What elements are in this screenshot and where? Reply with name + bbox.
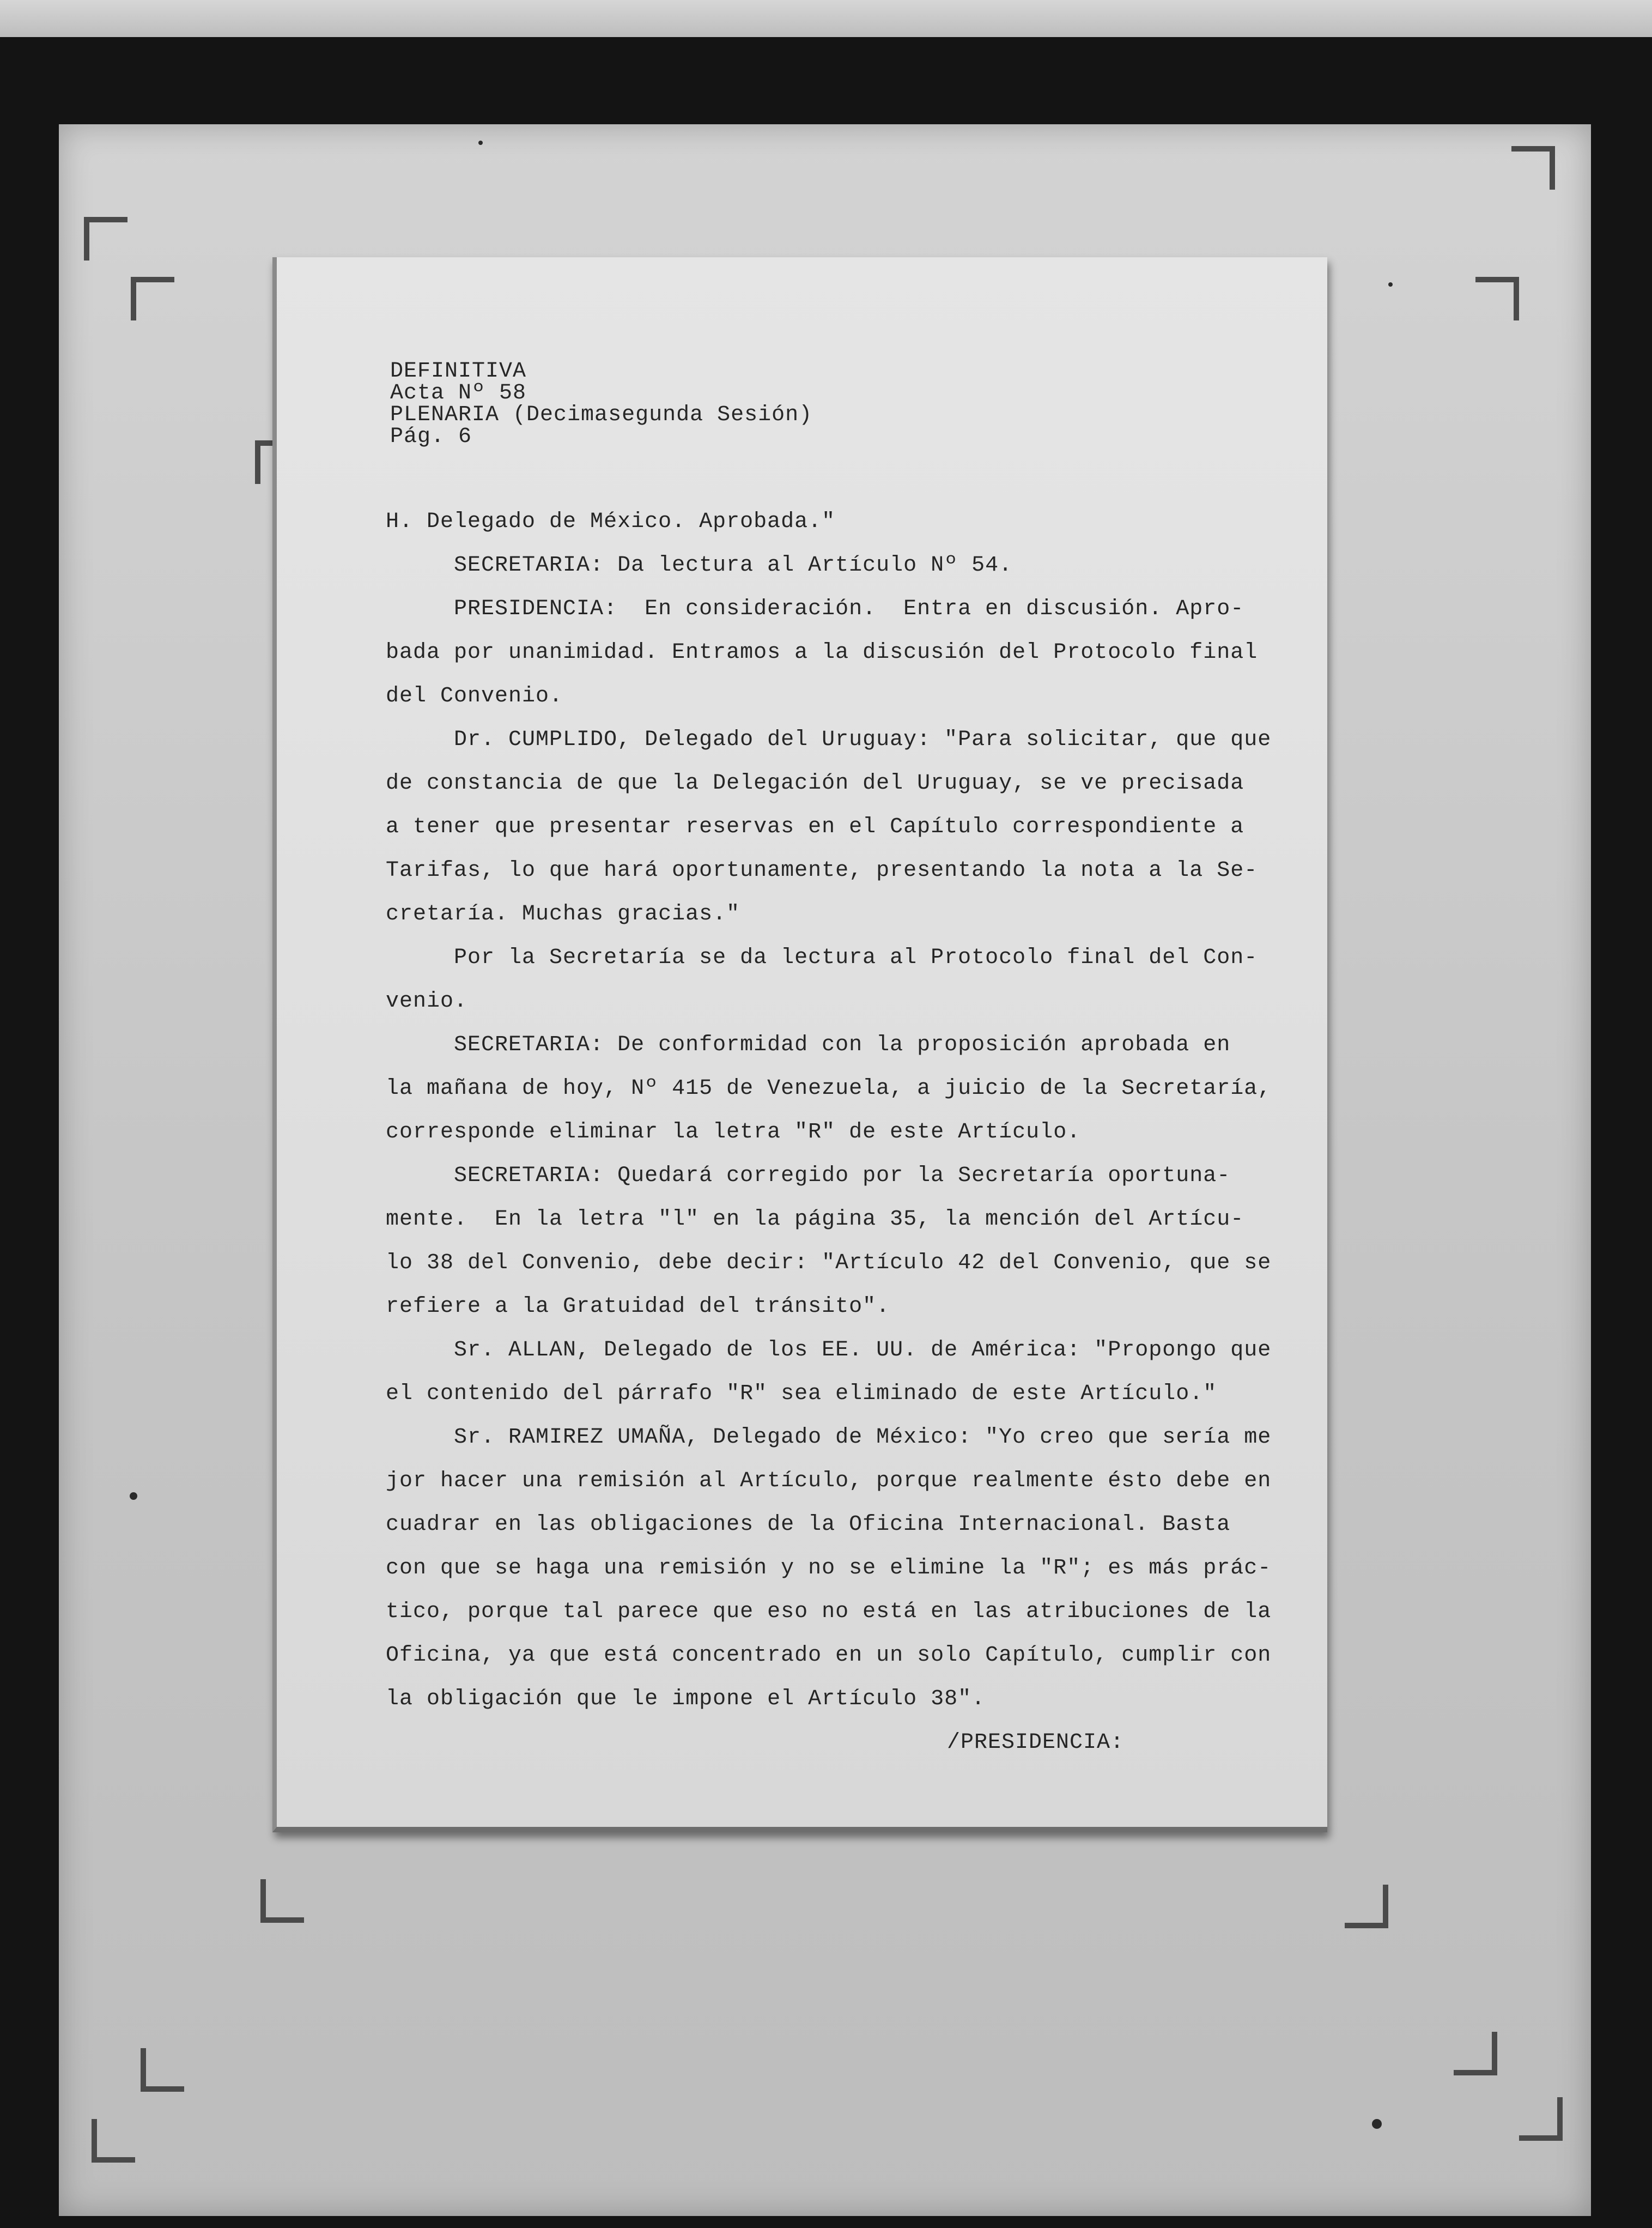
text-line: a tener que presentar reservas en el Capítulo correspondiente a: [386, 815, 1244, 839]
continuation-marker: /PRESIDENCIA:: [947, 1730, 1125, 1755]
text-line: tico, porque tal parece que eso no está en las atribuciones de la: [386, 1600, 1272, 1624]
dust-speck: [478, 141, 483, 145]
registration-mark: [92, 2119, 135, 2163]
registration-mark: [131, 277, 174, 320]
text-line: refiere a la Gratuidad del tránsito".: [386, 1294, 890, 1319]
text-line: SECRETARIA: De conformidad con la proposición aprobada en: [386, 1033, 1231, 1057]
document-body: [386, 500, 1272, 1765]
dust-speck: [1388, 282, 1393, 287]
registration-mark: [141, 2048, 184, 2092]
dust-speck: [1372, 2119, 1382, 2129]
document-page: [272, 257, 1327, 1832]
text-line: mente. En la letra "l" en la página 35, la mención del Artícu-: [386, 1207, 1244, 1232]
text-line: Sr. ALLAN, Delegado de los EE. UU. de América: "Propongo que: [386, 1338, 1272, 1363]
text-line: la mañana de hoy, Nº 415 de Venezuela, a juicio de la Secretaría,: [386, 1076, 1272, 1101]
text-line: Tarifas, lo que hará oportunamente, presentando la nota a la Se-: [386, 858, 1258, 883]
document-header: [390, 361, 812, 448]
text-line: jor hacer una remisión al Artículo, porque realmente ésto debe en: [386, 1469, 1272, 1493]
text-line: Oficina, ya que está concentrado en un solo Capítulo, cumplir con: [386, 1643, 1272, 1668]
text-line: lo 38 del Convenio, debe decir: "Artículo 42 del Convenio, que se: [386, 1251, 1272, 1275]
text-line: el contenido del párrafo "R" sea eliminado de este Artículo.": [386, 1382, 1217, 1406]
text-line: bada por unanimidad. Entramos a la discusión del Protocolo final: [386, 640, 1258, 665]
header-line: Acta Nº 58: [390, 381, 527, 405]
header-line: Pág. 6: [390, 425, 472, 449]
text-line: PRESIDENCIA: En consideración. Entra en discusión. Apro-: [386, 597, 1244, 621]
text-line: Dr. CUMPLIDO, Delegado del Uruguay: "Para solicitar, que que: [386, 728, 1272, 752]
registration-mark: [1511, 146, 1555, 190]
text-line: SECRETARIA: Quedará corregido por la Secretaría oportuna-: [386, 1164, 1231, 1188]
scanner-top-strip: [0, 0, 1652, 37]
registration-mark: [1519, 2097, 1563, 2141]
text-line: H. Delegado de México. Aprobada.": [386, 510, 836, 534]
text-line: del Convenio.: [386, 684, 563, 709]
text-line: Por la Secretaría se da lectura al Protocolo final del Con-: [386, 946, 1258, 970]
header-line: DEFINITIVA: [390, 359, 527, 384]
registration-mark: [1475, 277, 1519, 320]
text-line: de constancia de que la Delegación del Uruguay, se ve precisada: [386, 771, 1244, 796]
text-line: la obligación que le impone el Artículo 38".: [386, 1687, 986, 1711]
registration-mark: [1454, 2032, 1497, 2075]
registration-mark: [260, 1879, 304, 1923]
text-line: con que se haga una remisión y no se elimine la "R"; es más prác-: [386, 1556, 1272, 1581]
text-line: venio.: [386, 989, 468, 1014]
text-line: corresponde eliminar la letra "R" de este Artículo.: [386, 1120, 1081, 1145]
dust-speck: [130, 1492, 137, 1500]
text-line: Sr. RAMIREZ UMAÑA, Delegado de México: "Yo creo que sería me: [386, 1425, 1272, 1450]
text-line: cuadrar en las obligaciones de la Oficina Internacional. Basta: [386, 1512, 1231, 1537]
registration-mark: [1345, 1885, 1388, 1928]
text-line: cretaría. Muchas gracias.": [386, 902, 740, 927]
text-line: SECRETARIA: Da lectura al Artículo Nº 54.: [386, 553, 1013, 578]
registration-mark: [84, 217, 127, 261]
header-line: PLENARIA (Decimasegunda Sesión): [390, 403, 813, 427]
